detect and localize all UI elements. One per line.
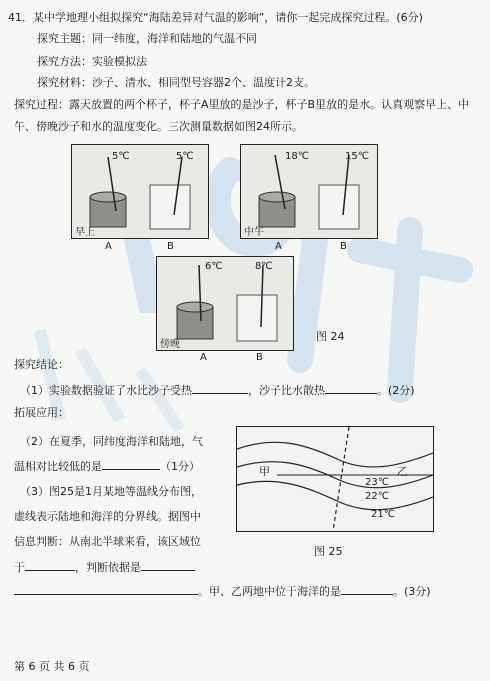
temp-b-morning: 5℃	[176, 151, 194, 162]
temp-a-morning: 5℃	[112, 151, 130, 162]
isotherm-map	[237, 427, 433, 531]
cup-b-label-morning: B	[167, 241, 174, 252]
temp-a-evening: 6℃	[205, 261, 223, 272]
question-process-line1: 探究过程：露天放置的两个杯子，杯子A里放的是沙子，杯子B里放的是水。认真观察早上、中	[14, 98, 470, 111]
q3-text-e: ，判断依据是	[75, 561, 141, 574]
temp-b-noon: 15℃	[345, 151, 369, 162]
q1-answer-blank-1[interactable]	[192, 383, 248, 394]
figure24-caption: 图 24	[316, 330, 345, 343]
place-b-label: 乙	[397, 465, 408, 478]
figure25-map	[236, 426, 434, 532]
isotherm-label-21: 21℃	[371, 509, 395, 520]
q2-line1: （2）在夏季，同纬度海洋和陆地，气	[20, 435, 203, 448]
cup-a-label-evening: A	[200, 352, 207, 363]
cup-a-label-morning: A	[105, 241, 112, 252]
conclusion-q1	[20, 383, 415, 398]
q3-answer-blank-ocean[interactable]	[341, 584, 393, 595]
q1-text-a: （1）实验数据验证了水比沙子受热	[20, 384, 192, 397]
figure25-caption: 图 25	[314, 545, 343, 558]
q3-line3: 信息判断：从南北半球来看，该区域位	[14, 535, 201, 548]
q3-line2: 虚线表示陆地和海洋的分界线。据图中	[14, 510, 201, 523]
q1-text-b: ，沙子比水散热	[248, 384, 325, 397]
q3-text-d: 于	[14, 561, 25, 574]
question-method: 探究方法：实验模拟法	[37, 55, 147, 68]
question-process-line2: 午、傍晚沙子和水的温度变化。三次测量数据如图24所示。	[14, 120, 303, 133]
question-header: 41．某中学地理小组拟探究“海陆差异对气温的影响”，请你一起完成探究过程。(6分)	[8, 11, 423, 24]
cup-b-label-evening: B	[256, 352, 263, 363]
figure24-panel-evening	[156, 256, 294, 351]
q2-line2	[14, 459, 200, 474]
q1-answer-blank-2[interactable]	[325, 383, 377, 394]
cup-b-label-noon: B	[340, 241, 347, 252]
q2-answer-blank[interactable]	[102, 459, 160, 470]
figure24-panel-noon	[240, 144, 378, 239]
temp-b-evening: 8℃	[255, 261, 273, 272]
cup-a-label-noon: A	[275, 241, 282, 252]
q3-line1: （3）图25是1月某地等温线分布图，	[20, 485, 202, 498]
isotherm-label-22: 22℃	[365, 491, 389, 502]
q3-text-f: 。甲、乙两地中位于海洋的是	[198, 585, 341, 598]
q3-line4	[14, 560, 195, 575]
q3-answer-blank-hemisphere[interactable]	[25, 560, 75, 571]
question-materials: 探究材料：沙子、清水、相同型号容器2个、温度计2支。	[37, 76, 315, 89]
q2-text-c: （1分）	[160, 460, 200, 473]
panel-label-evening: 傍晚	[160, 339, 180, 350]
q3-line5	[14, 584, 431, 599]
question-theme: 探究主题：同一纬度，海洋和陆地的气温不同	[37, 32, 257, 45]
q3-answer-blank-reason-cont[interactable]	[14, 584, 198, 595]
panel-label-noon: 中午	[244, 227, 264, 238]
place-a-label: 甲	[259, 465, 270, 478]
panel-label-morning: 早上	[75, 227, 95, 238]
q3-text-g: 。(3分)	[393, 585, 431, 598]
page-footer: 第 6 页 共 6 页	[14, 660, 90, 673]
q3-answer-blank-reason[interactable]	[141, 560, 195, 571]
figure24-panel-morning	[71, 144, 209, 239]
extension-title: 拓展应用：	[14, 406, 69, 419]
conclusion-title: 探究结论：	[14, 358, 69, 371]
temp-a-noon: 18℃	[285, 151, 309, 162]
q2-text-b: 温相对比较低的是	[14, 460, 102, 473]
q1-text-c: 。(2分)	[377, 384, 415, 397]
isotherm-label-23: 23℃	[365, 477, 389, 488]
